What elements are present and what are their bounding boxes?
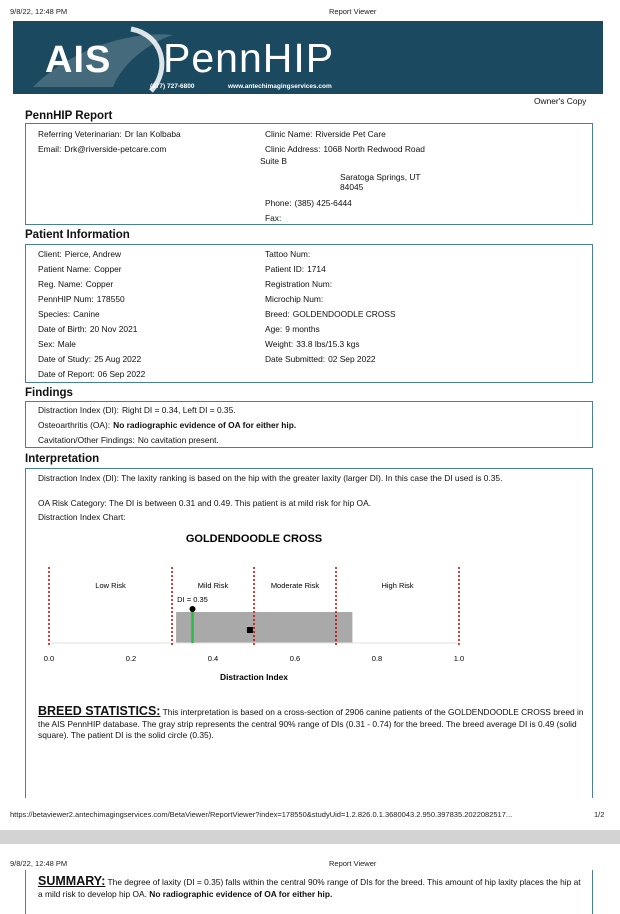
summary-bold-text: No radiographic evidence of OA for either hip. [149, 888, 333, 899]
x-tick-label-0: 0.0 [43, 654, 55, 663]
banner-website: www.antechimagingservices.com [228, 83, 332, 90]
breed-statistics-heading: BREED STATISTICS: [38, 704, 161, 718]
page-number: 1/2 [594, 810, 605, 819]
patient-field-pennhip-num: PennHIP Num: 178550 [38, 294, 125, 304]
clinic-fax-field: Fax: [265, 213, 282, 223]
risk-zone-label-moderate-risk: Moderate Risk [270, 581, 320, 590]
email-field: Email: Drk@riverside-petcare.com [38, 144, 167, 154]
print-page-title: Report Viewer [329, 7, 377, 16]
patient-field-microchip-num: Microchip Num: [265, 294, 324, 304]
referring-vet-field: Referring Veterinarian: Dr Ian Kolbaba [38, 129, 181, 139]
patient-field-date-of-study: Date of Study: 25 Aug 2022 [38, 354, 142, 364]
risk-zone-label-low-risk: Low Risk [95, 581, 126, 590]
risk-zone-label-high-risk: High Risk [381, 581, 414, 590]
patient-field-tattoo-num: Tattoo Num: [265, 249, 311, 259]
patient-field-weight: Weight: 33.8 lbs/15.3 kgs [265, 339, 360, 349]
findings-section-title: Findings [25, 387, 73, 399]
breed-statistics-paragraph [38, 706, 585, 742]
breed-average-square [247, 627, 253, 633]
x-tick-label-3: 0.6 [289, 654, 301, 663]
patient-field-registration-num: Registration Num: [265, 279, 333, 289]
patient-field-date-submitted: Date Submitted: 02 Sep 2022 [265, 354, 376, 364]
page2-page-title: Report Viewer [329, 859, 377, 868]
ais-pennhip-banner [13, 21, 603, 94]
breed-90-range-strip [176, 612, 352, 643]
clinic-name-field: Clinic Name: Riverside Pet Care [265, 129, 386, 139]
patient-field-age: Age: 9 months [265, 324, 320, 334]
interpretation-risk-text: OA Risk Category: The DI is between 0.31 and 0.49. This patient is at mild risk for hip OA. [38, 498, 371, 508]
summary-paragraph [38, 876, 585, 900]
owners-copy-label: Owner's Copy [534, 96, 587, 106]
clinic-address-line3: Saratoga Springs, UT [340, 172, 421, 182]
clinic-address-line4: 84045 [340, 182, 364, 192]
summary-text: The degree of laxity (DI = 0.35) falls within the central 90% range of DIs for the breed. This amount of hip laxity places the hip at a mild risk to develop hip OA. [38, 877, 581, 899]
clinic-address-field: Clinic Address: 1068 North Redwood Road [265, 144, 425, 154]
chart-title: GOLDENDOODLE CROSS [185, 533, 323, 545]
findings-di: Distraction Index (DI): Right DI = 0.34, Left DI = 0.35. [38, 405, 236, 415]
report-section-title: PennHIP Report [25, 110, 113, 122]
patient-field-client: Client: Pierce, Andrew [38, 249, 122, 259]
page-break-divider [0, 830, 620, 844]
di-chart [0, 525, 620, 685]
findings-cavitation: Cavitation/Other Findings: No cavitation present. [38, 435, 219, 445]
patient-field-patient-id: Patient ID: 1714 [265, 264, 326, 274]
patient-field-date-of-birth: Date of Birth: 20 Nov 2021 [38, 324, 138, 334]
clinic-address-line2: Suite B [260, 156, 288, 166]
x-tick-label-2: 0.4 [207, 654, 219, 663]
patient-field-patient-name: Patient Name: Copper [38, 264, 122, 274]
patient-di-label: DI = 0.35 [177, 595, 208, 604]
patient-field-species: Species: Canine [38, 309, 100, 319]
x-axis-title: Distraction Index [220, 672, 288, 682]
patient-field-sex: Sex: Male [38, 339, 76, 349]
patient-field-reg-name: Reg. Name: Copper [38, 279, 114, 289]
x-tick-label-5: 1.0 [453, 654, 465, 663]
patient-section-title: Patient Information [25, 229, 130, 241]
ais-logo-text: AIS [45, 39, 112, 81]
patient-field-date-of-report: Date of Report: 06 Sep 2022 [38, 369, 146, 379]
interpretation-chart-label: Distraction Index Chart: [38, 512, 126, 522]
interpretation-section-title: Interpretation [25, 453, 100, 465]
breed-statistics-text: This interpretation is based on a cross-section of 2906 canine patients of the GOLDENDOODLE CROSS breed in the AIS PennHIP database. The gray strip represents the central 90% range of DIs (0.31 - 0.74) for the breed. The breed average DI is 0.49 (solid square). The patient DI is the solid circle (0.35). [38, 707, 584, 740]
findings-oa: Osteoarthritis (OA): No radiographic evidence of OA for either hip. [38, 420, 297, 430]
patient-field-breed: Breed: GOLDENDOODLE CROSS [265, 309, 396, 319]
page-url: https://betaviewer2.antechimagingservices.com/BetaViewer/ReportViewer?index=178550&studyUid=1.2.826.0.1.3680043.2.950.397835.2022082517... [10, 810, 513, 819]
clinic-phone-field: Phone: (385) 425-6444 [265, 198, 352, 208]
pennhip-logo-text: PennHIP [163, 35, 335, 81]
x-tick-label-4: 0.8 [371, 654, 383, 663]
banner-phone: (877) 727-6800 [150, 83, 195, 90]
patient-di-circle [190, 606, 196, 612]
print-timestamp: 9/8/22, 12:48 PM [10, 7, 68, 16]
interpretation-di-text: Distraction Index (DI): The laxity ranking is based on the hip with the greater laxity (larger DI). In this case the DI used is 0.35. [38, 473, 503, 483]
risk-zone-label-mild-risk: Mild Risk [197, 581, 229, 590]
page2-timestamp: 9/8/22, 12:48 PM [10, 859, 68, 868]
summary-heading: SUMMARY: [38, 874, 106, 888]
x-tick-label-1: 0.2 [125, 654, 137, 663]
